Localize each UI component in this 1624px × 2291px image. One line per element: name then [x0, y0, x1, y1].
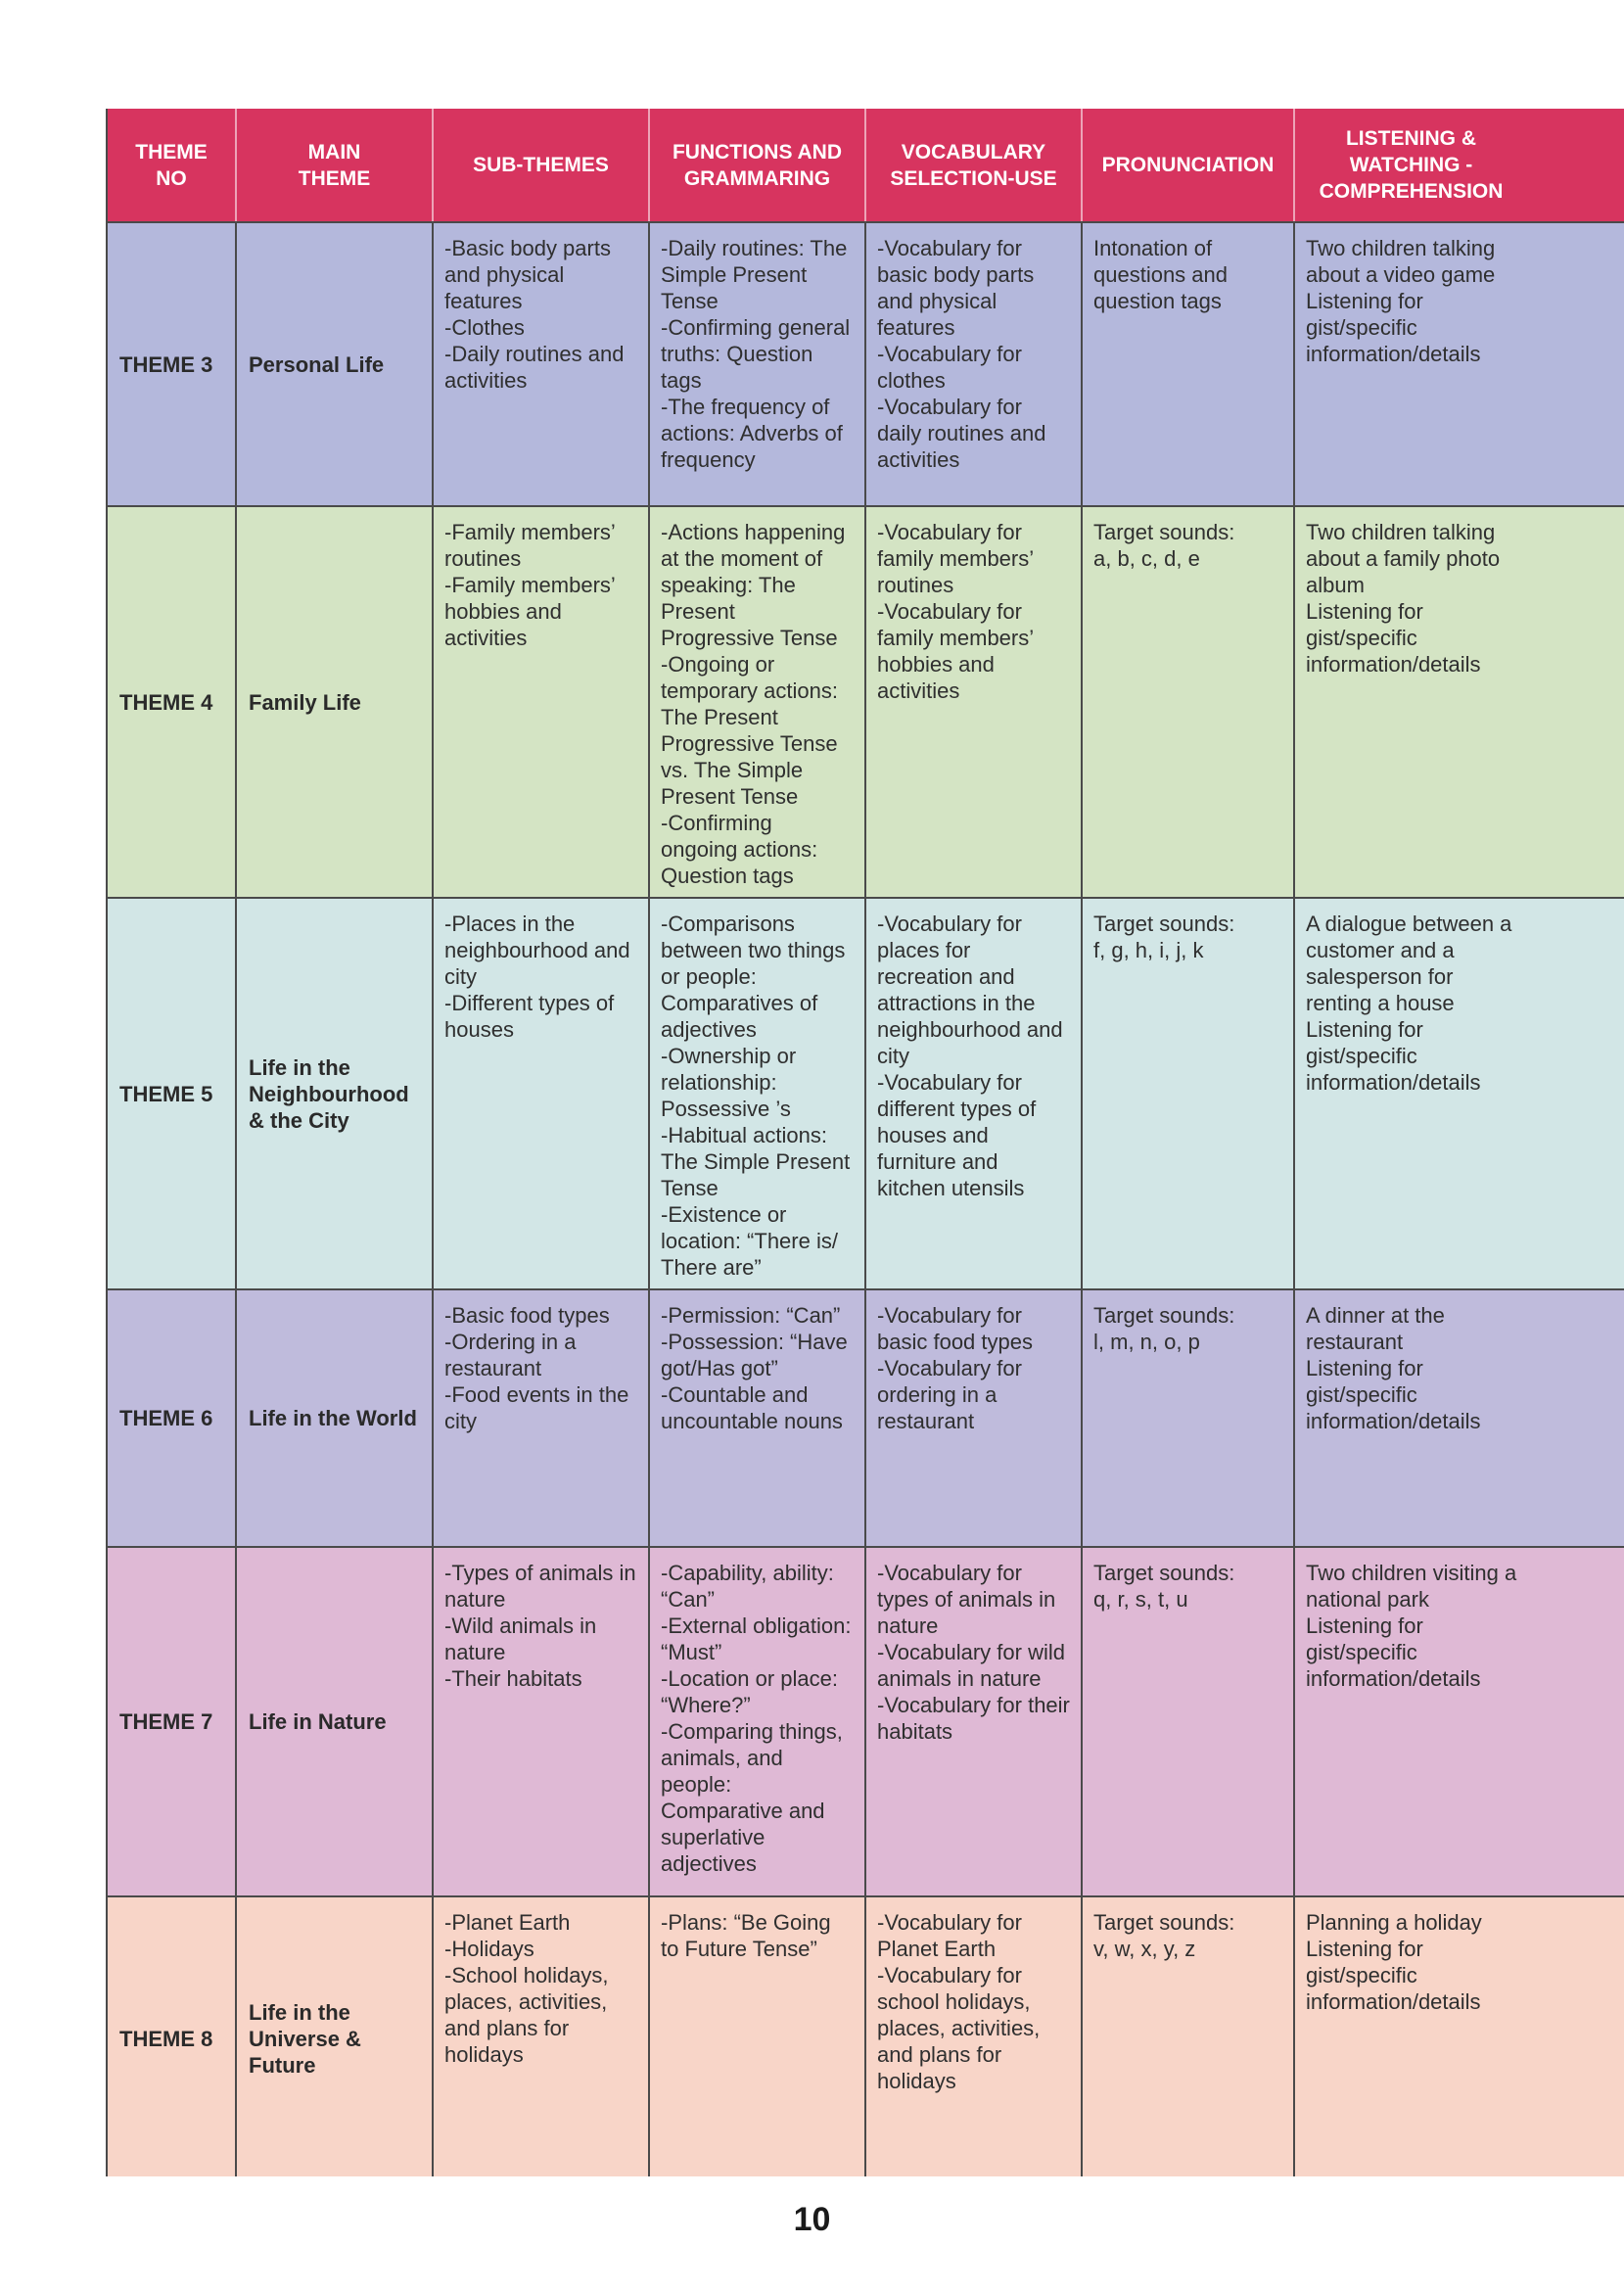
- theme-number: THEME 8: [107, 1896, 236, 2176]
- pronunciation-cell: Target sounds: q, r, s, t, u: [1082, 1547, 1294, 1896]
- vocabulary-cell: -Vocabulary for places for recreation and attractions in the neighbourhood and city -Vocabulary for different types of houses and furniture and kitchen utensils: [865, 898, 1082, 1289]
- listening-cell: A dinner at the restaurant Listening for gist/specific information/details: [1294, 1289, 1624, 1547]
- table-row: [107, 506, 1624, 898]
- page-number: 10: [793, 2201, 831, 2238]
- listening-cell: A dialogue between a customer and a salesperson for renting a house Listening for gist/specific information/details: [1294, 898, 1624, 1289]
- functions-cell: -Daily routines: The Simple Present Tense -Confirming general truths: Question tags -The frequency of actions: Adverbs of frequency: [649, 222, 865, 506]
- sub-themes-cell: -Planet Earth -Holidays -School holidays, places, activities, and plans for holidays: [433, 1896, 649, 2176]
- listening-cell: Two children talking about a video game Listening for gist/specific information/details: [1294, 222, 1624, 506]
- pronunciation-cell: Intonation of questions and question tags: [1082, 222, 1294, 506]
- vocabulary-cell: -Vocabulary for family members’ routines -Vocabulary for family members’ hobbies and activities: [865, 506, 1082, 898]
- functions-cell: -Permission: “Can” -Possession: “Have got/Has got” -Countable and uncountable nouns: [649, 1289, 865, 1547]
- sub-themes-cell: -Basic food types -Ordering in a restaurant -Food events in the city: [433, 1289, 649, 1547]
- header-sub-themes: SUB-THEMES: [433, 109, 649, 222]
- pronunciation-cell: Target sounds: f, g, h, i, j, k: [1082, 898, 1294, 1289]
- syllabus-table: [106, 109, 1624, 2176]
- theme-number: THEME 6: [107, 1289, 236, 1547]
- header-theme-no: THEME NO: [107, 109, 236, 222]
- table-row: [107, 222, 1624, 506]
- theme-number: THEME 3: [107, 222, 236, 506]
- header-vocabulary: VOCABULARY SELECTION-USE: [865, 109, 1082, 222]
- theme-number: THEME 4: [107, 506, 236, 898]
- main-theme: Life in the Neighbourhood & the City: [236, 898, 433, 1289]
- header-functions-grammar: FUNCTIONS AND GRAMMARING: [649, 109, 865, 222]
- table-row: [107, 1896, 1624, 2176]
- pronunciation-cell: Target sounds: a, b, c, d, e: [1082, 506, 1294, 898]
- vocabulary-cell: -Vocabulary for Planet Earth -Vocabulary for school holidays, places, activities, and plans for holidays: [865, 1896, 1082, 2176]
- theme-number: THEME 7: [107, 1547, 236, 1896]
- main-theme: Family Life: [236, 506, 433, 898]
- functions-cell: -Comparisons between two things or people: Comparatives of adjectives -Ownership or relationship: Possessive ’s -Habitual actions: The Simple Present Tense -Existence or location: “There is/ There are”: [649, 898, 865, 1289]
- listening-cell: Planning a holiday Listening for gist/specific information/details: [1294, 1896, 1624, 2176]
- main-theme: Life in Nature: [236, 1547, 433, 1896]
- header-listening-watching: LISTENING & WATCHING - COMPREHENSION: [1294, 109, 1624, 222]
- header-row: [107, 109, 1624, 222]
- sub-themes-cell: -Types of animals in nature -Wild animals in nature -Their habitats: [433, 1547, 649, 1896]
- vocabulary-cell: -Vocabulary for types of animals in nature -Vocabulary for wild animals in nature -Vocabulary for their habitats: [865, 1547, 1082, 1896]
- listening-cell: Two children visiting a national park Listening for gist/specific information/details: [1294, 1547, 1624, 1896]
- pronunciation-cell: Target sounds: l, m, n, o, p: [1082, 1289, 1294, 1547]
- table-row: [107, 1289, 1624, 1547]
- pronunciation-cell: Target sounds: v, w, x, y, z: [1082, 1896, 1294, 2176]
- functions-cell: -Actions happening at the moment of speaking: The Present Progressive Tense -Ongoing or temporary actions: The Present Progressive Tense vs. The Simple Present Tense -Confirming ongoing actions: Question tags: [649, 506, 865, 898]
- table-row: [107, 898, 1624, 1289]
- syllabus-table-container: [106, 109, 1624, 2176]
- sub-themes-cell: -Places in the neighbourhood and city -Different types of houses: [433, 898, 649, 1289]
- functions-cell: -Capability, ability: “Can” -External obligation: “Must” -Location or place: “Where?” -Comparing things, animals, and people: Comparative and superlative adjectives: [649, 1547, 865, 1896]
- sub-themes-cell: -Family members’ routines -Family members’ hobbies and activities: [433, 506, 649, 898]
- table-row: [107, 1547, 1624, 1896]
- theme-number: THEME 5: [107, 898, 236, 1289]
- vocabulary-cell: -Vocabulary for basic food types -Vocabulary for ordering in a restaurant: [865, 1289, 1082, 1547]
- main-theme: Life in the Universe & Future: [236, 1896, 433, 2176]
- header-main-theme: MAIN THEME: [236, 109, 433, 222]
- listening-cell: Two children talking about a family photo album Listening for gist/specific information/details: [1294, 506, 1624, 898]
- vocabulary-cell: -Vocabulary for basic body parts and physical features -Vocabulary for clothes -Vocabulary for daily routines and activities: [865, 222, 1082, 506]
- functions-cell: -Plans: “Be Going to Future Tense”: [649, 1896, 865, 2176]
- header-pronunciation: PRONUNCIATION: [1082, 109, 1294, 222]
- main-theme: Personal Life: [236, 222, 433, 506]
- main-theme: Life in the World: [236, 1289, 433, 1547]
- sub-themes-cell: -Basic body parts and physical features -Clothes -Daily routines and activities: [433, 222, 649, 506]
